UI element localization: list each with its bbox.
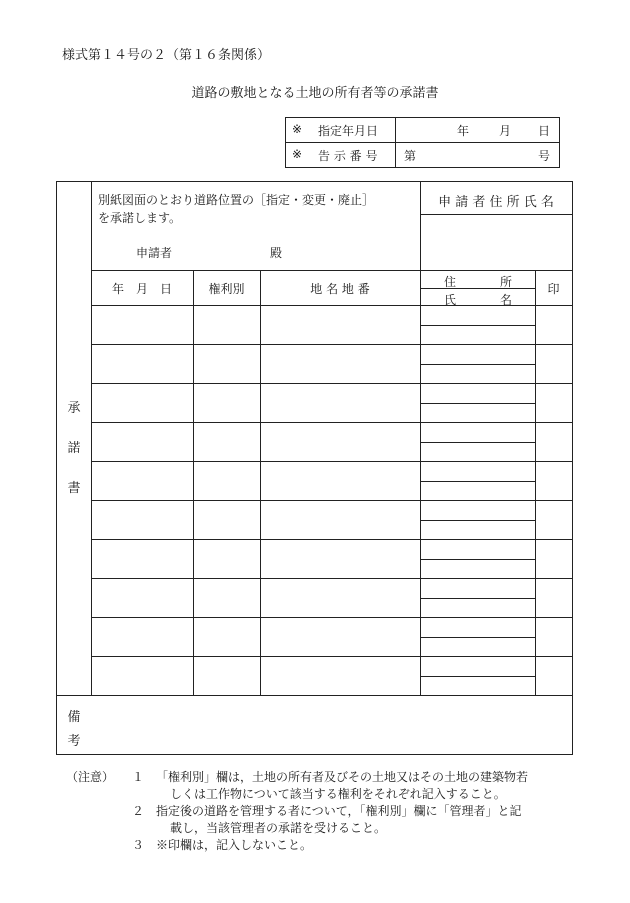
designation-day-unit: 日: [538, 124, 551, 138]
note-number: ２: [132, 804, 145, 818]
note-text: 「権利別」欄は，土地の所有者及びその土地又はその土地の建築物若: [156, 770, 529, 784]
applicant-honorific: 殿: [270, 246, 283, 260]
column-header-name-2: 名: [500, 293, 513, 307]
notice-number-label: 告 示 番 号: [318, 149, 378, 163]
document-title: 道路の敷地となる土地の所有者等の承諾書: [191, 86, 439, 101]
designation-date-mark: ※: [292, 122, 303, 136]
column-header-date: 年 月 日: [111, 282, 172, 296]
form-number-label: 様式第１４号の２（第１６条関係）: [62, 48, 271, 63]
consent-statement-line1: 別紙図面のとおり道路位置の［指定・変更・廃止］: [98, 193, 375, 207]
applicant-label: 申請者: [136, 246, 173, 260]
column-header-address-2: 所: [500, 275, 513, 289]
column-header-address: 住: [444, 275, 457, 289]
note-text: 載し，当該管理者の承諾を受けること。: [170, 821, 387, 835]
consent-side-label-char: 諾: [67, 441, 81, 456]
designation-date-label: 指定年月日: [318, 124, 379, 138]
column-header-lot-number: 地 名 地 番: [310, 282, 370, 296]
consent-statement-line2: を承諾します。: [98, 211, 182, 225]
note-text: ※印欄は，記入しないこと。: [156, 838, 313, 852]
column-header-right-type: 権利別: [208, 282, 245, 296]
applicant-address-name-header: 申 請 者 住 所 氏 名: [438, 195, 554, 210]
notes-heading: （注意）: [66, 770, 115, 784]
column-header-name: 氏: [444, 293, 457, 307]
consent-side-label-char: 書: [67, 481, 81, 496]
notice-number-prefix: 第: [404, 149, 417, 163]
consent-side-label-char: 承: [67, 401, 81, 416]
note-number: ３: [132, 838, 145, 852]
notice-number-mark: ※: [292, 147, 303, 161]
note-text: 指定後の道路を管理する者について，「権利別」欄に「管理者」と記: [156, 804, 522, 818]
remarks-label-char: 備: [67, 710, 81, 725]
designation-year-unit: 年: [457, 124, 470, 138]
note-number: １: [132, 770, 145, 784]
notice-number-suffix: 号: [538, 149, 551, 163]
remarks-label-char: 考: [67, 734, 81, 749]
designation-month-unit: 月: [499, 124, 512, 138]
note-text: しくは工作物について該当する権利をそれぞれ記入すること。: [170, 787, 506, 801]
column-header-seal: 印: [547, 282, 560, 296]
